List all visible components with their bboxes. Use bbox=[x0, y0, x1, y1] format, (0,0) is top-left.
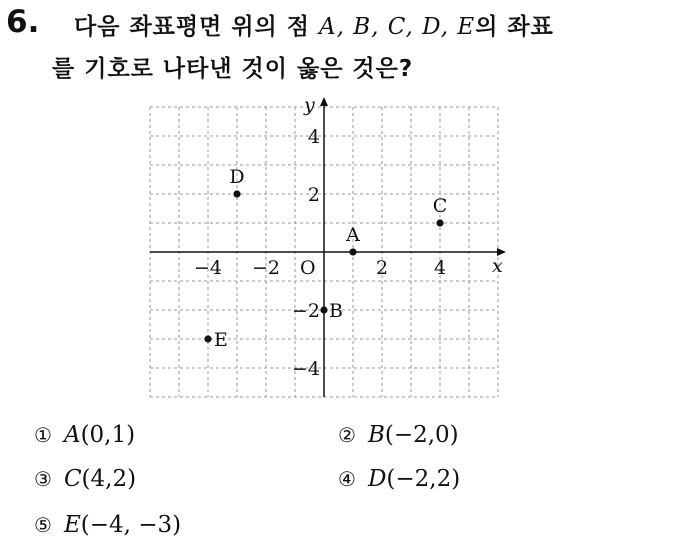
choice-3-letter: C bbox=[63, 466, 82, 492]
point-e bbox=[204, 335, 211, 342]
point-a bbox=[349, 248, 356, 255]
choice-4-letter: D bbox=[367, 466, 387, 492]
point-c bbox=[436, 219, 443, 226]
choice-5-letter: E bbox=[63, 512, 81, 538]
y-tick-label: −2 bbox=[291, 300, 320, 322]
y-axis-label: y bbox=[304, 94, 315, 116]
choice-4-coords: (−2,2) bbox=[386, 466, 461, 492]
point-label-e: E bbox=[214, 329, 228, 351]
choice-2-letter: B bbox=[367, 422, 385, 448]
point-label-d: D bbox=[229, 166, 245, 188]
question-number: 6. bbox=[6, 4, 40, 40]
choice-4[interactable] bbox=[338, 466, 460, 492]
choice-5-mark: ⑤ bbox=[34, 513, 52, 537]
question-line-1 bbox=[74, 8, 554, 41]
point-b bbox=[320, 306, 327, 313]
question-line-2: 를 기호로 나타낸 것이 옳은 것은? bbox=[52, 56, 414, 82]
y-tick-label: 2 bbox=[307, 184, 320, 206]
choice-2[interactable] bbox=[338, 422, 459, 448]
point-label-b: B bbox=[329, 300, 343, 322]
choice-3[interactable] bbox=[34, 466, 136, 492]
x-tick-label: −4 bbox=[193, 257, 223, 279]
point-label-c: C bbox=[432, 195, 448, 217]
x-tick-label: 4 bbox=[433, 257, 447, 279]
x-tick-label: 2 bbox=[375, 257, 389, 279]
y-tick-label: 4 bbox=[307, 126, 320, 148]
question-points-list: A, B, C, D, E bbox=[319, 14, 476, 40]
choice-1-letter: A bbox=[63, 422, 81, 448]
choice-3-coords: (4,2) bbox=[81, 466, 137, 492]
choice-3-mark: ③ bbox=[34, 467, 52, 491]
x-axis-label: x bbox=[492, 255, 503, 277]
choice-5-coords: (−4, −3) bbox=[80, 512, 182, 538]
choice-4-mark: ④ bbox=[338, 467, 356, 491]
origin-label: O bbox=[300, 257, 316, 279]
choice-2-coords: (−2,0) bbox=[384, 422, 459, 448]
question-prefix: 다음 좌표평면 위의 점 bbox=[74, 14, 319, 40]
y-tick-label: −4 bbox=[291, 358, 320, 380]
choice-2-mark: ② bbox=[338, 423, 356, 447]
y-axis-arrow bbox=[320, 97, 328, 106]
choice-5[interactable] bbox=[34, 512, 181, 538]
point-d bbox=[233, 190, 240, 197]
choice-1-mark: ① bbox=[34, 423, 52, 447]
x-tick-label: −2 bbox=[251, 257, 281, 279]
point-label-a: A bbox=[346, 224, 360, 246]
choice-1[interactable] bbox=[34, 422, 135, 448]
choice-1-coords: (0,1) bbox=[80, 422, 136, 448]
question-suffix: 의 좌표 bbox=[475, 14, 554, 40]
coordinate-plane bbox=[150, 94, 503, 398]
